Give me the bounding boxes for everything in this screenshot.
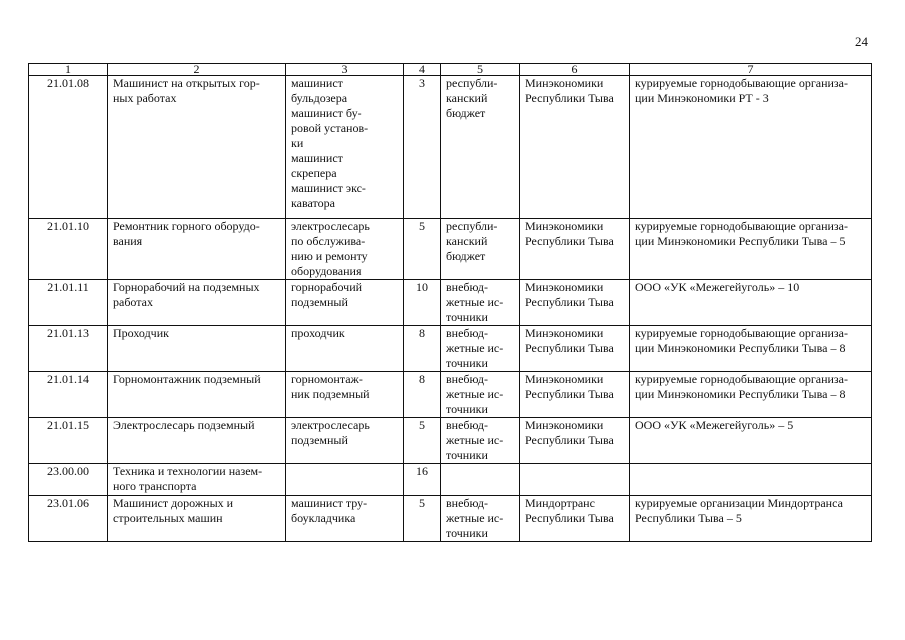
- header-cell: 7: [630, 64, 872, 76]
- count-cell: 8: [404, 372, 441, 418]
- name-cell: Ремонтник горного оборудо- вания: [108, 219, 286, 280]
- code-cell: 21.01.15: [29, 418, 108, 464]
- ministry-cell: Минэкономики Республики Тыва: [520, 76, 630, 219]
- profession-cell: горнорабочий подземный: [286, 280, 404, 326]
- table-row: [29, 76, 872, 219]
- header-cell: 1: [29, 64, 108, 76]
- table-row: [29, 219, 872, 280]
- header-cell: 5: [441, 64, 520, 76]
- profession-cell: проходчик: [286, 326, 404, 372]
- code-cell: 23.00.00: [29, 464, 108, 496]
- ministry-cell: Минэкономики Республики Тыва: [520, 219, 630, 280]
- employer-cell: курируемые организации Миндортранса Республики Тыва – 5: [630, 496, 872, 542]
- employer-cell: курируемые горнодобывающие организа- ции Минэкономики РТ - 3: [630, 76, 872, 219]
- profession-cell: машинист тру- боукладчика: [286, 496, 404, 542]
- name-cell: Горномонтажник подземный: [108, 372, 286, 418]
- name-cell: Электрослесарь подземный: [108, 418, 286, 464]
- table-row: [29, 280, 872, 326]
- code-cell: 23.01.06: [29, 496, 108, 542]
- funding-cell: республи- канский бюджет: [441, 219, 520, 280]
- profession-cell: [286, 464, 404, 496]
- table-row: [29, 372, 872, 418]
- count-cell: 5: [404, 219, 441, 280]
- code-cell: 21.01.14: [29, 372, 108, 418]
- employer-cell: курируемые горнодобывающие организа- ции Минэкономики Республики Тыва – 8: [630, 326, 872, 372]
- table-row: [29, 418, 872, 464]
- profession-cell: горномонтаж- ник подземный: [286, 372, 404, 418]
- table-row: [29, 464, 872, 496]
- header-row: [29, 64, 872, 76]
- header-cell: 4: [404, 64, 441, 76]
- name-cell: Горнорабочий на подземных работах: [108, 280, 286, 326]
- page-number: 24: [855, 34, 868, 49]
- funding-cell: внебюд- жетные ис- точники: [441, 418, 520, 464]
- code-cell: 21.01.13: [29, 326, 108, 372]
- profession-cell: электрослесарь по обслужива- нию и ремонту оборудования: [286, 219, 404, 280]
- count-cell: 3: [404, 76, 441, 219]
- name-cell: Машинист дорожных и строительных машин: [108, 496, 286, 542]
- employer-cell: курируемые горнодобывающие организа- ции Минэкономики Республики Тыва – 5: [630, 219, 872, 280]
- funding-cell: [441, 464, 520, 496]
- funding-cell: внебюд- жетные ис- точники: [441, 280, 520, 326]
- employer-cell: курируемые горнодобывающие организа- ции Минэкономики Республики Тыва – 8: [630, 372, 872, 418]
- code-cell: 21.01.11: [29, 280, 108, 326]
- count-cell: 5: [404, 418, 441, 464]
- ministry-cell: [520, 464, 630, 496]
- ministry-cell: Миндортранс Республики Тыва: [520, 496, 630, 542]
- ministry-cell: Минэкономики Республики Тыва: [520, 372, 630, 418]
- employer-cell: ООО «УК «Межегейуголь» – 5: [630, 418, 872, 464]
- count-cell: 10: [404, 280, 441, 326]
- ministry-cell: Минэкономики Республики Тыва: [520, 326, 630, 372]
- data-table: [28, 63, 872, 542]
- count-cell: 8: [404, 326, 441, 372]
- code-cell: 21.01.08: [29, 76, 108, 219]
- funding-cell: внебюд- жетные ис- точники: [441, 372, 520, 418]
- profession-cell: машинист бульдозера машинист бу- ровой установ- ки машинист скрепера машинист экс- каватора: [286, 76, 404, 219]
- table-row: [29, 496, 872, 542]
- ministry-cell: Минэкономики Республики Тыва: [520, 280, 630, 326]
- header-cell: 2: [108, 64, 286, 76]
- code-cell: 21.01.10: [29, 219, 108, 280]
- table-row: [29, 326, 872, 372]
- funding-cell: внебюд- жетные ис- точники: [441, 326, 520, 372]
- name-cell: Техника и технологии назем- ного транспорта: [108, 464, 286, 496]
- funding-cell: внебюд- жетные ис- точники: [441, 496, 520, 542]
- name-cell: Машинист на открытых гор- ных работах: [108, 76, 286, 219]
- ministry-cell: Минэкономики Республики Тыва: [520, 418, 630, 464]
- employer-cell: [630, 464, 872, 496]
- header-cell: 3: [286, 64, 404, 76]
- name-cell: Проходчик: [108, 326, 286, 372]
- profession-cell: электрослесарь подземный: [286, 418, 404, 464]
- header-cell: 6: [520, 64, 630, 76]
- count-cell: 5: [404, 496, 441, 542]
- employer-cell: ООО «УК «Межегейуголь» – 10: [630, 280, 872, 326]
- funding-cell: республи- канский бюджет: [441, 76, 520, 219]
- count-cell: 16: [404, 464, 441, 496]
